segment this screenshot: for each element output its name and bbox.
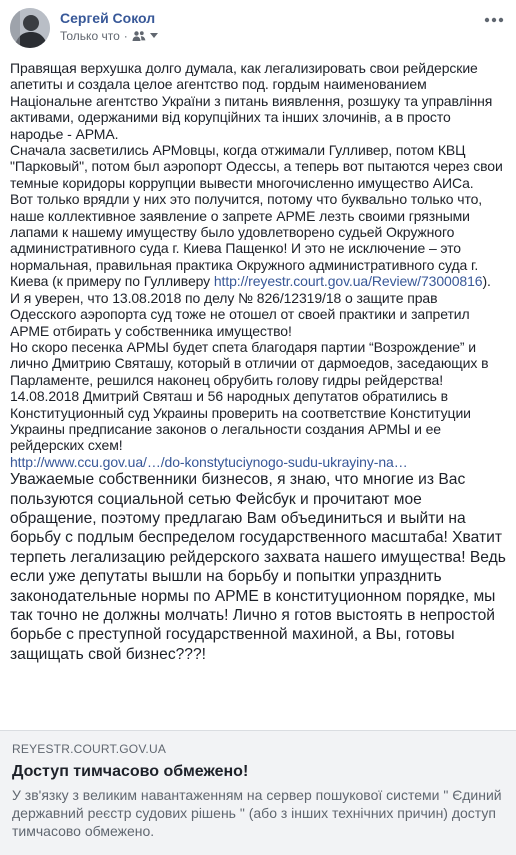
card-description: У зв'язку з великим навантаженням на сервер пошукової системи " Єдиний державний реєстр судових рішень " (або з інших технічних причин) доступ тимчасово обмежено. xyxy=(12,787,502,839)
avatar[interactable] xyxy=(10,8,50,48)
post-appeal-text: Уважаемые собственники бизнесов, я знаю, что многие из Вас пользуются социальной сетью Фейсбук и прочитают мое обращение, поэтому предлагаю Вам объединиться и выйти на борьбу с подлым беспределом государственного масштаба! Хватит терпеть легализацию рейдерского захвата нашего имущества! Ведь если уже депутаты вышли на борьбу и попытки упразднить законодательные нормы по АРМЕ в конституционном порядке, мы так точно не должны молчать! Лично я готов выстоять в непростой борьбе с преступной государственной махиной, а Вы, готовы защищать свой бизнес???! xyxy=(10,471,506,663)
ccu-link[interactable]: http://www.ccu.gov.ua/…/do-konstytuciynogo-sudu-ukrayiny-na… xyxy=(10,453,408,470)
paragraph-text: 14.08.2018 Дмитрий Святаш и 56 народных депутатов обратились в Конституционный суд Украины проверить на соответствие Конституции Украины предписание законов о легальности создания АРМЫ и ее рейдерских схем! xyxy=(10,388,471,454)
author-name[interactable]: Сергей Сокол xyxy=(60,10,156,26)
paragraph-text: И я уверен, что 13.08.2018 по делу № 826/12319/18 о защите прав Одесского аэропорта суд тоже не отошел от своей практики и запретил АРМЕ отбирать у собственника имущество! xyxy=(10,289,470,339)
more-options-icon[interactable] xyxy=(482,12,506,28)
post-time[interactable]: Только что xyxy=(60,29,120,43)
paragraph-text: Правящая верхушка долго думала, как легализировать свои рейдерские апетиты и создала целое агентство под. гордым наименованием Національне агентство України з питань виявлення, розшуку та управління активами, одержаними від корупційних та інших злочинів, а в просто народье - АРМА. xyxy=(10,60,493,142)
post-header xyxy=(10,8,506,48)
paragraph-text: Вот только врядли у них это получится, потому что буквально только что, наше коллективное заявление о запрете АРМЕ лезть своими грязными лапами к нашему имуществу было удовлетворено судьей Окружного административного суда г. Киева Пащенко! И это не исключение – это нормальная, правильная практика Окружного административного суда г. Киева (к примеру по Гулливеру xyxy=(10,191,483,290)
paragraph-text: ). xyxy=(482,273,491,290)
post-text xyxy=(10,60,506,664)
post-paragraph xyxy=(10,454,506,470)
card-domain: REYESTR.COURT.GOV.UA xyxy=(12,742,167,756)
paragraph-text: Но скоро песенка АРМЫ будет спета благодаря партии “Возрождение” и лично Дмитрию Святашу, который в отличии от дармоедов, заседающих в Парламенте, решился наконец обрубить голову гидры рейдерства! xyxy=(10,338,489,388)
meta-separator: · xyxy=(123,29,128,43)
link-preview-card[interactable] xyxy=(0,730,516,855)
post-paragraph xyxy=(10,388,506,454)
post-meta xyxy=(60,29,158,43)
post-paragraph xyxy=(10,191,506,289)
post-paragraph xyxy=(10,60,506,142)
post-paragraph xyxy=(10,142,506,191)
post-paragraph xyxy=(10,339,506,388)
paragraph-text: Сначала засветились АРМовцы, когда отжимали Гулливер, потом КВЦ "Парковый", потом был аэропорт Одессы, а теперь вот пытаются через свои темные коридоры коррупции вывести многочисленно имущество АИСа. xyxy=(10,142,503,191)
friends-icon[interactable] xyxy=(132,30,146,42)
court-review-link[interactable]: http://reyestr.court.gov.ua/Review/73000816 xyxy=(213,273,483,290)
card-title[interactable]: Доступ тимчасово обмежено! xyxy=(12,763,249,780)
post-paragraph xyxy=(10,290,506,339)
caret-down-icon[interactable] xyxy=(150,33,158,39)
